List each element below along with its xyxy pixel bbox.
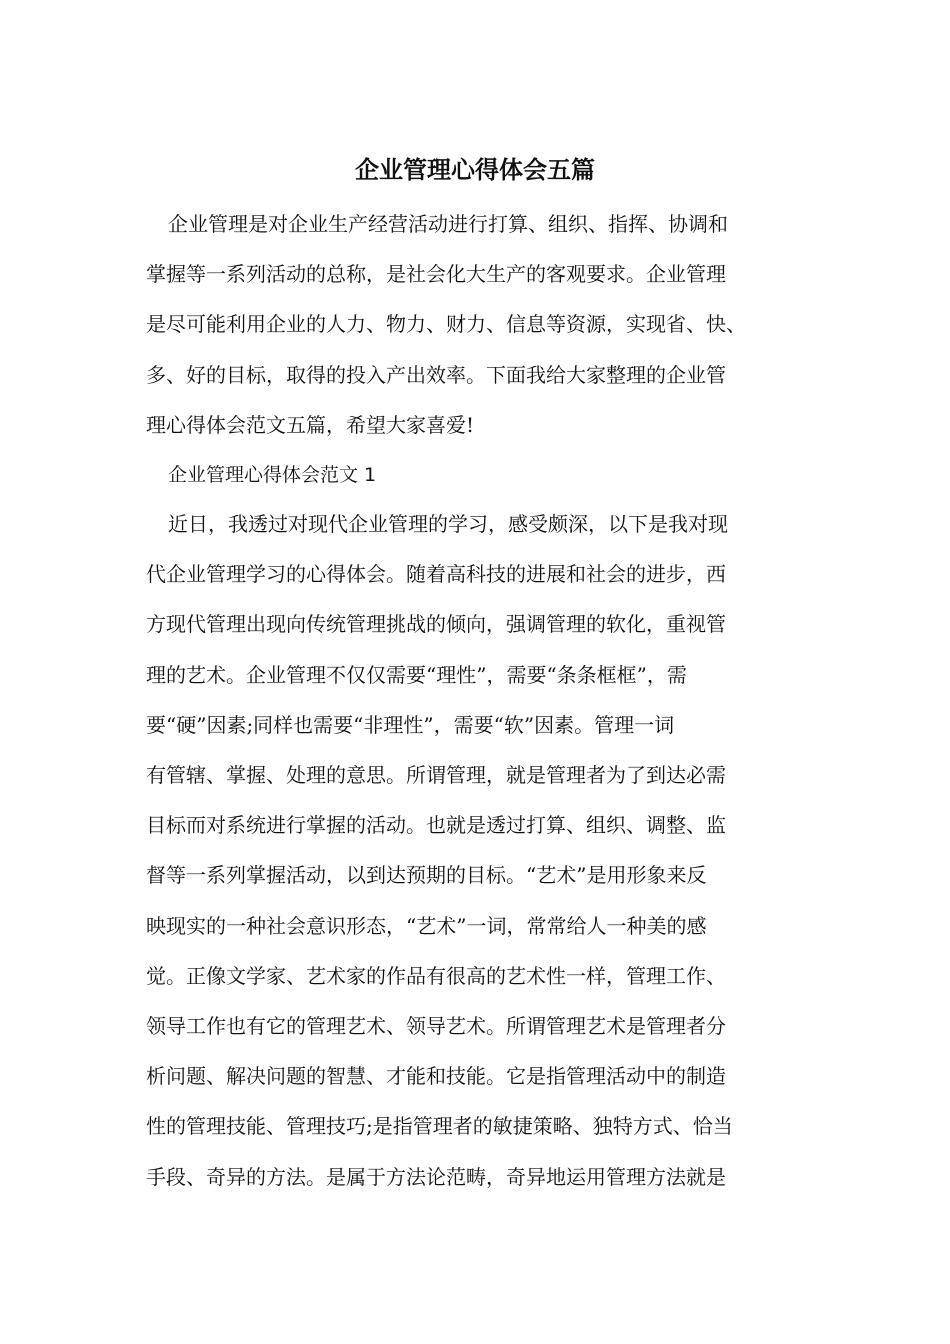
text-line: 代企业管理学习的心得体会。随着高科技的进展和社会的进步，西 [146, 562, 726, 587]
text-line: 督等一系列掌握活动，以到达预期的目标。“艺术”是用形象来反 [146, 863, 707, 888]
text-line: 企业管理是对企业生产经营活动进行打算、组织、指挥、协调和 [168, 212, 728, 236]
section-heading-text: 企业管理心得体会范文 1 [168, 464, 377, 486]
text-line: 目标而对系统进行掌握的活动。也就是透过打算、组织、调整、监 [146, 813, 726, 838]
text-line: 性的管理技能、管理技巧;是指管理者的敏捷策略、独特方式、恰当 [146, 1114, 733, 1139]
intro-paragraph [146, 199, 816, 450]
text-line: 手段、奇异的方法。是属于方法论范畴，奇异地运用管理方法就是 [146, 1164, 726, 1189]
text-line: 近日，我透过对现代企业管理的学习，感受颇深，以下是我对现 [168, 512, 728, 536]
text-line: 要“硬”因素;同样也需要“非理性”，需要“软”因素。管理一词 [146, 712, 675, 737]
text-line: 理的艺术。企业管理不仅仅需要“理性”，需要“条条框框”，需 [146, 662, 687, 687]
body-paragraph [146, 499, 816, 1202]
section-heading [146, 450, 816, 500]
text-line: 理心得体会范文五篇，希望大家喜爱! [146, 412, 475, 437]
text-line: 觉。正像文学家、艺术家的作品有很高的艺术性一样，管理工作、 [146, 963, 726, 988]
text-line: 有管辖、掌握、处理的意思。所谓管理，就是管理者为了到达必需 [146, 763, 726, 788]
text-line: 方现代管理出现向传统管理挑战的倾向，强调管理的软化，重视管 [146, 612, 726, 637]
text-line: 映现实的一种社会意识形态，“艺术”一词，常常给人一种美的感 [146, 913, 707, 938]
text-line: 掌握等一系列活动的总称，是社会化大生产的客观要求。企业管理 [146, 262, 726, 287]
text-line: 领导工作也有它的管理艺术、领导艺术。所谓管理艺术是管理者分 [146, 1014, 726, 1039]
text-line: 是尽可能利用企业的人力、物力、财力、信息等资源，实现省、快、 [146, 312, 746, 337]
text-line: 析问题、解决问题的智慧、才能和技能。它是指管理活动中的制造 [146, 1064, 726, 1089]
document-title: 企业管理心得体会五篇 [355, 156, 595, 184]
text-line: 多、好的目标，取得的投入产出效率。下面我给大家整理的企业管 [146, 362, 726, 387]
